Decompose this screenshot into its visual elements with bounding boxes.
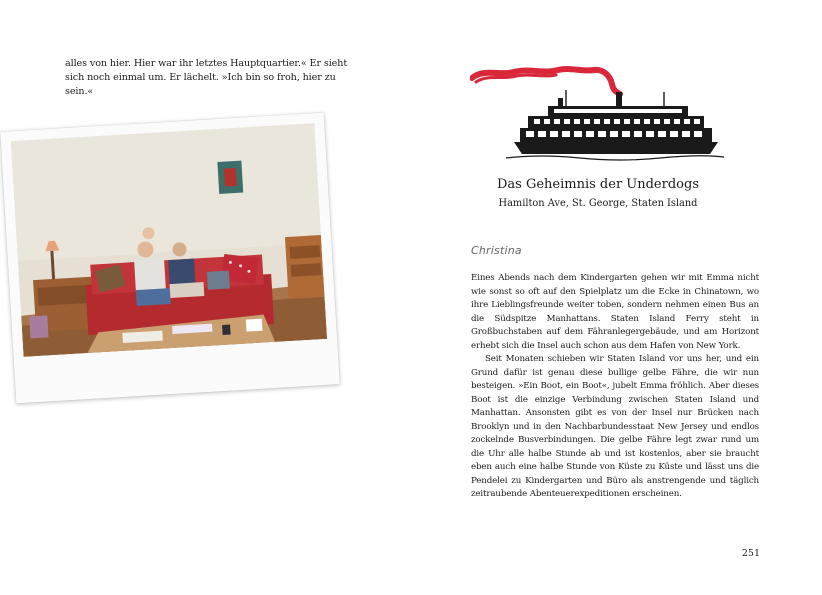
chapter-title: Das Geheimnis der Underdogs (496, 177, 699, 192)
body-paragraph: Eines Abends nach dem Kindergarten gehen wir mit Emma nicht wie sonst so oft auf den Spielplatz um die Ecke in Chinatown, wo ihre Lieblingsfreunde weiter toben, sondern nehmen einen Bus an die Südspitze Manhattans. Staten Island Ferry steht in Großbuchstaben auf dem Fähranlegergebäude, und am Horizont erhebt sich die Insel auch schon aus dem Hafen von New York. (471, 273, 759, 351)
left-paragraph: alles von hier. Hier war ihr letztes Hauptquartier.« Er sieht sich noch einmal um. Er lächelt. »Ich bin so froh, hier zu sein.« (65, 58, 348, 97)
author-name: Christina (471, 244, 522, 257)
chapter-subtitle: Hamilton Ave, St. George, Staten Island (498, 198, 698, 209)
ferry-illustration (470, 64, 726, 164)
photo-illustration (11, 123, 327, 357)
page-number: 251 (741, 548, 760, 559)
polaroid-photo-frame (0, 113, 340, 404)
left-page-text (65, 57, 355, 99)
living-room-photo (11, 123, 327, 357)
chapter-body (471, 272, 759, 502)
body-paragraph: Seit Monaten schieben wir Staten Island vor uns her, und ein Grund dafür ist genau diese bullige gelbe Fähre, die wir nun besteigen. »Ein Boot, ein Boot«, jubelt Emma fröhlich. Aber dieses Boot ist die einzige Verbindung zwischen Staten Island und Manhattan. Ansonsten gibt es von der Insel nur Brücken nach Brooklyn und in den Nachbarbundesstaat New Jersey und endlos zockelnde Busverbindungen. Die gelbe Fähre legt zwar rund um die Uhr alle halbe Stunde ab und ist kostenlos, aber sie braucht eben auch eine halbe Stunde von Küste zu Küste und lässt uns die Pendelei zu Kindergarten und Büro als anstrengende und täglich zeitraubende Abenteuerexpeditionen erscheinen. (471, 354, 759, 499)
